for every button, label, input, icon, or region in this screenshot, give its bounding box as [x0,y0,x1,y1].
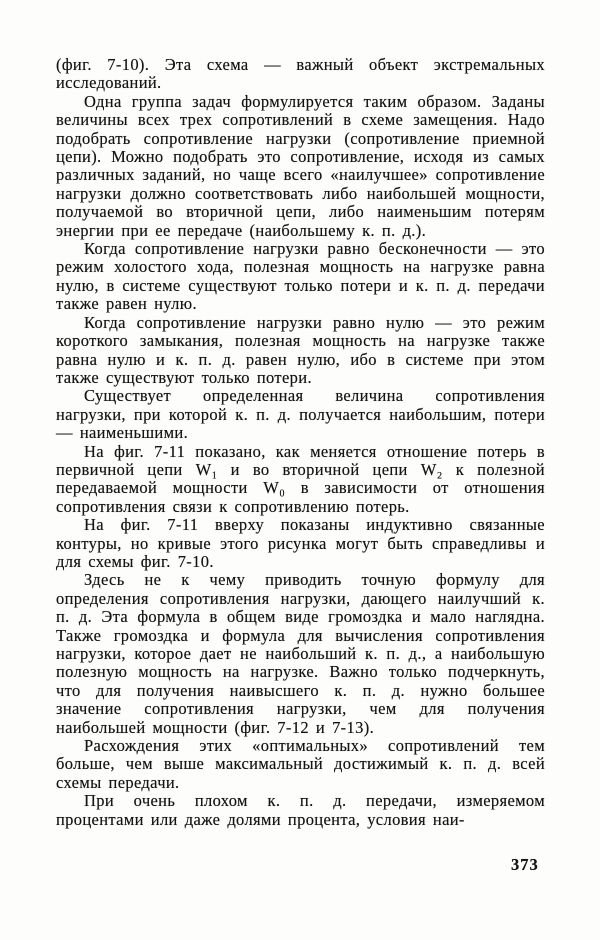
paragraph: Существует определенная величина сопротивления нагрузки, при которой к. п. д. получается наибольшим, потери — наименьшими. [56,386,545,443]
paragraph: (фиг. 7-10). Эта схема — важный объект экстремальных исследований. [56,55,545,93]
paragraph: Здесь не к чему приводить точную формулу для определения сопротивления нагрузки, дающего наилучший к. п. д. Эта формула в общем виде громоздка и мало наглядна. Также громоздка и формула для вычисления сопротивления нагрузки, которое дает не наибольший к. п. д., а наибольшую полезную мощность на нагрузке. Важно только подчеркнуть, что для получения наивысшего к. п. д. нужно большее значение сопротивления нагрузки, чем для получения наибольшей мощности (фиг. 7-12 и 7-13). [56,570,545,737]
paragraph: Одна группа задач формулируется таким образом. Заданы величины всех трех сопротивлений в схеме замещения. Надо подобрать сопротивление нагрузки (сопротивление приемной цепи). Можно подобрать это сопротивление, исходя из самых различных заданий, но чаще всего «наилучшее» сопротивление нагрузки должно соответствовать либо наибольшей мощности, получаемой во вторичной цепи, либо наименьшим потерям энергии при ее передаче (наибольшему к. п. д.). [56,91,545,240]
paragraph: На фиг. 7-11 вверху показаны индуктивно связанные контуры, но кривые этого рисунка могут быть справедливы и для схемы фиг. 7-10. [56,515,545,571]
text-column [56,56,545,829]
paragraph: Когда сопротивление нагрузки равно бесконечности — это режим холостого хода, полезная мощность на нагрузке равна нулю, в системе существуют только потери и к. п. д. передачи также равен нулю. [56,239,545,314]
paragraph: Расхождения этих «оптимальных» сопротивлений тем больше, чем выше максимальный достижимый к. п. д. всей схемы передачи. [56,736,545,792]
page-number: 373 [511,855,539,874]
paragraph: На фиг. 7-11 показано, как меняется отношение потерь в первичной цепи W₁ и во вторичной цепи W₂ к полезной передаваемой мощности W₀ в зависимости от отношения сопротивления связи к сопротивлению потерь. [56,441,545,516]
paragraph: При очень плохом к. п. д. передачи, измеряемом процентами или даже долями процента, условия наи- [56,791,545,829]
paragraph: Когда сопротивление нагрузки равно нулю — это режим короткого замыкания, полезная мощность на нагрузке также равна нулю и к. п. д. равен нулю, ибо в системе при этом также существуют только потери. [56,312,545,387]
